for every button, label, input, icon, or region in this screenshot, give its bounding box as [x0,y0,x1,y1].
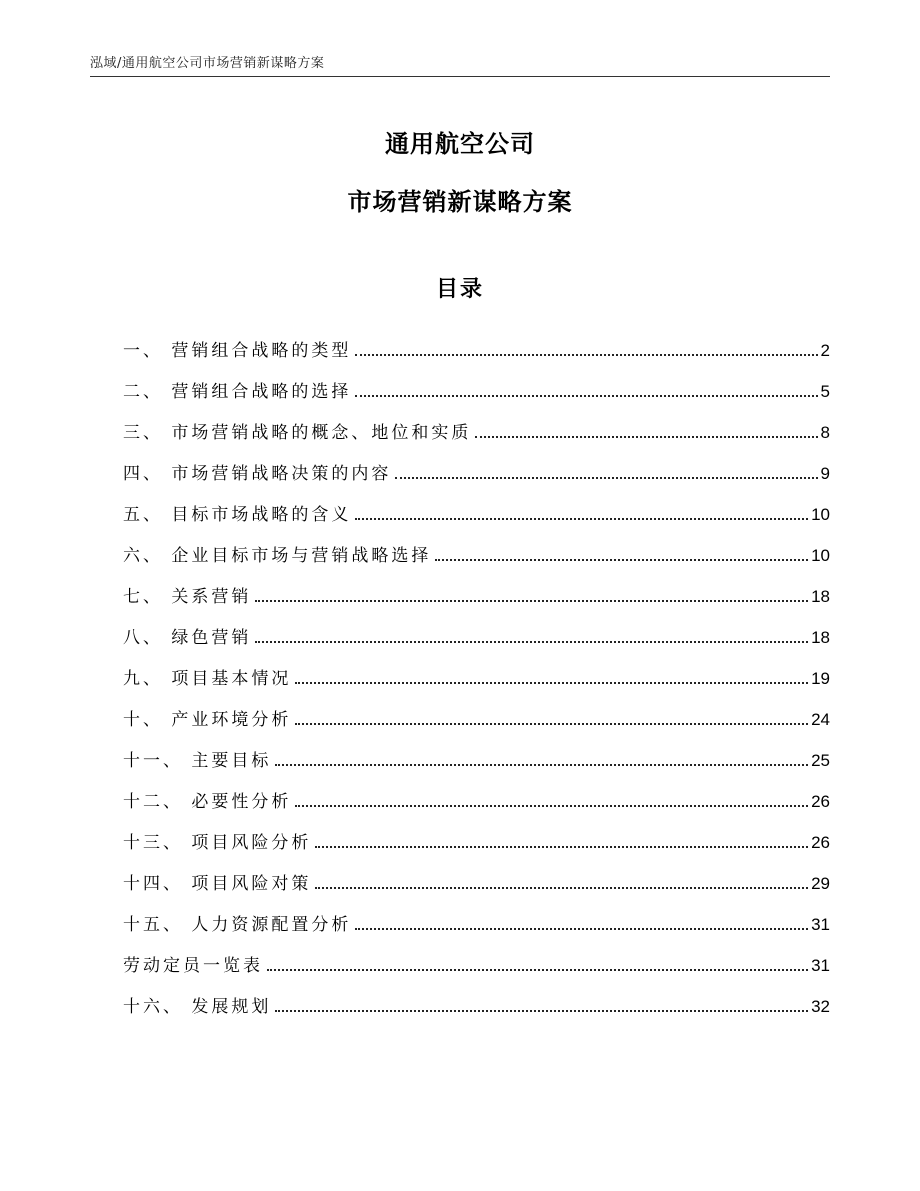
toc-entry[interactable] [123,853,830,894]
toc-page-number: 5 [820,382,830,401]
toc-dot-leader [355,928,808,930]
toc-entry[interactable] [123,443,830,484]
toc-dot-leader [395,477,817,479]
toc-entry[interactable] [123,935,830,976]
toc-page-number: 19 [811,669,830,688]
document-title-line1: 通用航空公司 [385,130,535,158]
toc-page-number: 32 [811,997,830,1016]
toc-entry-label: 十三、 项目风险分析 [123,833,312,853]
toc-entry-label: 七、 关系营销 [123,587,252,607]
toc-dot-leader [275,1010,808,1012]
toc-page-number: 10 [811,546,830,565]
toc-entry-label: 五、 目标市场战略的含义 [123,505,352,525]
toc-page-number: 26 [811,792,830,811]
toc-entry[interactable] [123,812,830,853]
toc-dot-leader [355,518,808,520]
toc-page-number: 31 [811,956,830,975]
document-title-line2: 市场营销新谋略方案 [347,188,573,216]
toc-dot-leader [267,969,808,971]
toc-page-number: 24 [811,710,830,729]
toc-entry-label: 十一、 主要目标 [123,751,272,771]
toc-dot-leader [475,436,817,438]
toc-dot-leader [275,764,808,766]
toc-dot-leader [295,723,808,725]
toc-entry[interactable] [123,648,830,689]
toc-dot-leader [255,641,808,643]
toc-page-number: 10 [811,505,830,524]
toc-dot-leader [355,395,817,397]
toc-entry-label: 二、 营销组合战略的选择 [123,382,352,402]
toc-entry-label: 四、 市场营销战略决策的内容 [123,464,392,484]
toc-entry[interactable] [123,402,830,443]
toc-entry[interactable] [123,730,830,771]
toc-entry-label: 一、 营销组合战略的类型 [123,341,352,361]
toc-page-number: 2 [820,341,830,360]
toc-page-number: 8 [820,423,830,442]
toc-dot-leader [435,559,808,561]
toc-entry[interactable] [123,525,830,566]
toc-page-number: 9 [820,464,830,483]
toc-dot-leader [355,354,817,356]
toc-entry-label: 八、 绿色营销 [123,628,252,648]
toc-page-number: 29 [811,874,830,893]
toc-dot-leader [255,600,808,602]
toc-entry-label: 三、 市场营销战略的概念、地位和实质 [123,423,472,443]
toc-dot-leader [315,846,808,848]
toc-entry-label: 六、 企业目标市场与营销战略选择 [123,546,432,566]
toc-dot-leader [295,682,808,684]
toc-entry[interactable] [123,976,830,1017]
toc-entry-label: 十二、 必要性分析 [123,792,292,812]
running-header: 泓域/通用航空公司市场营销新谋略方案 [90,56,325,71]
toc-entry[interactable] [123,607,830,648]
toc-page-number: 18 [811,628,830,647]
toc-entry[interactable] [123,894,830,935]
toc-entry-label: 十六、 发展规划 [123,997,272,1017]
toc-page-number: 25 [811,751,830,770]
toc-page-number: 18 [811,587,830,606]
toc-heading: 目录 [435,277,484,302]
toc-page-number: 26 [811,833,830,852]
table-of-contents [123,320,830,1017]
toc-entry-label: 十、 产业环境分析 [123,710,292,730]
toc-entry-label: 劳动定员一览表 [123,956,263,976]
toc-entry[interactable] [123,361,830,402]
toc-entry-label: 九、 项目基本情况 [123,669,292,689]
toc-entry[interactable] [123,320,830,361]
toc-entry[interactable] [123,484,830,525]
toc-dot-leader [315,887,808,889]
toc-entry[interactable] [123,566,830,607]
toc-page-number: 31 [811,915,830,934]
toc-entry-label: 十四、 项目风险对策 [123,874,312,894]
toc-entry[interactable] [123,771,830,812]
header-divider [90,76,830,77]
toc-dot-leader [295,805,808,807]
toc-entry[interactable] [123,689,830,730]
toc-entry-label: 十五、 人力资源配置分析 [123,915,352,935]
